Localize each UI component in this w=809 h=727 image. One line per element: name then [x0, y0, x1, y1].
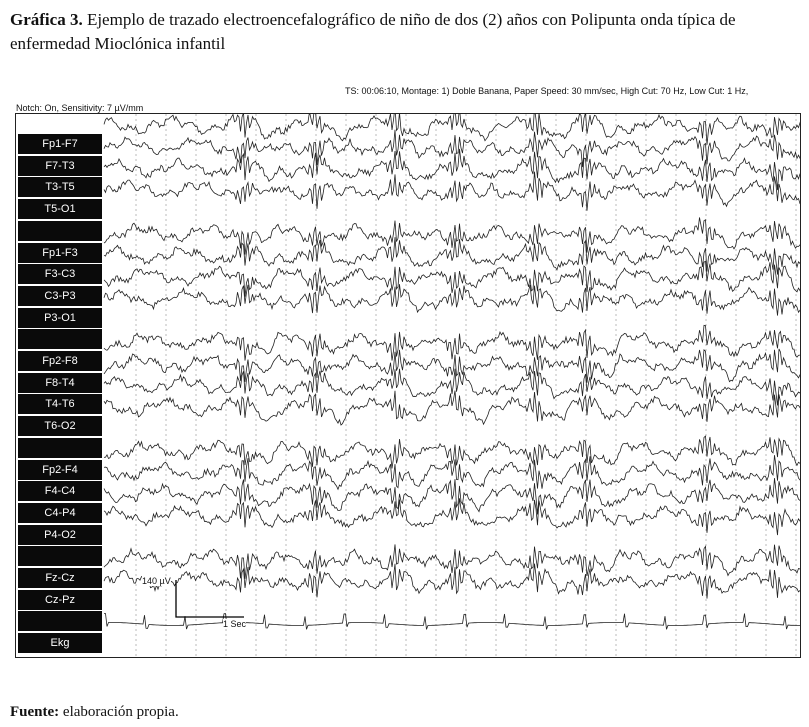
channel-label: Ekg: [18, 633, 102, 653]
channel-label: F7-T3: [18, 156, 102, 176]
caption-label: Gráfica 3.: [10, 10, 83, 29]
channel-label: T5-O1: [18, 199, 102, 219]
source-text: elaboración propia.: [59, 704, 179, 720]
recording-notch: Notch: On, Sensitivity: 7 µV/mm: [16, 103, 144, 113]
channel-separator: [18, 611, 102, 631]
calibration-amplitude: 140 µV: [142, 576, 171, 586]
channel-separator: [18, 221, 102, 241]
calibration-time: 1 Sec: [223, 619, 247, 629]
eeg-trace: [104, 261, 801, 296]
eeg-trace: [104, 130, 801, 167]
eeg-trace: [104, 436, 801, 468]
eeg-trace: [104, 172, 801, 211]
calibration-bracket: [176, 580, 244, 617]
figure-source: [10, 704, 179, 721]
eeg-tracing: [15, 113, 801, 658]
channel-label: Cz-Pz: [18, 590, 102, 610]
figure-caption: [10, 8, 805, 56]
eeg-trace: [104, 498, 801, 535]
channel-label: C4-P4: [18, 503, 102, 523]
channel-label: P4-O2: [18, 525, 102, 545]
eeg-waveforms: [16, 114, 801, 658]
channel-label: Fp2-F4: [18, 460, 102, 480]
recording-header: TS: 00:06:10, Montage: 1) Doble Banana, Paper Speed: 30 mm/sec, High Cut: 70 Hz, Low Cut: 1 Hz,: [345, 86, 749, 96]
eeg-trace: [104, 455, 801, 489]
caption-text: Ejemplo de trazado electroencefalográfico de niño de dos (2) años con Polipunta onda típica de enfermedad Mioclónica infantil: [10, 10, 736, 53]
channel-label: Fz-Cz: [18, 568, 102, 588]
channel-label: F3-C3: [18, 264, 102, 284]
channel-label: T6-O2: [18, 416, 102, 436]
eeg-trace: [104, 217, 801, 254]
eeg-trace: [104, 325, 801, 360]
source-label: Fuente:: [10, 704, 60, 720]
channel-label: T4-T6: [18, 394, 102, 414]
eeg-trace: [104, 391, 801, 425]
channel-label: C3-P3: [18, 286, 102, 306]
channel-label: Fp1-F3: [18, 243, 102, 263]
channel-label: T3-T5: [18, 177, 102, 197]
channel-separator: [18, 546, 102, 566]
channel-separator: [18, 438, 102, 458]
channel-label: Fp1-F7: [18, 134, 102, 154]
eeg-trace: [104, 478, 801, 514]
channel-label: F4-C4: [18, 481, 102, 501]
channel-label: F8-T4: [18, 373, 102, 393]
channel-label: P3-O1: [18, 308, 102, 328]
eeg-trace: [104, 614, 801, 630]
eeg-trace: [104, 544, 801, 578]
channel-label: Fp2-F8: [18, 351, 102, 371]
channel-separator: [18, 329, 102, 349]
